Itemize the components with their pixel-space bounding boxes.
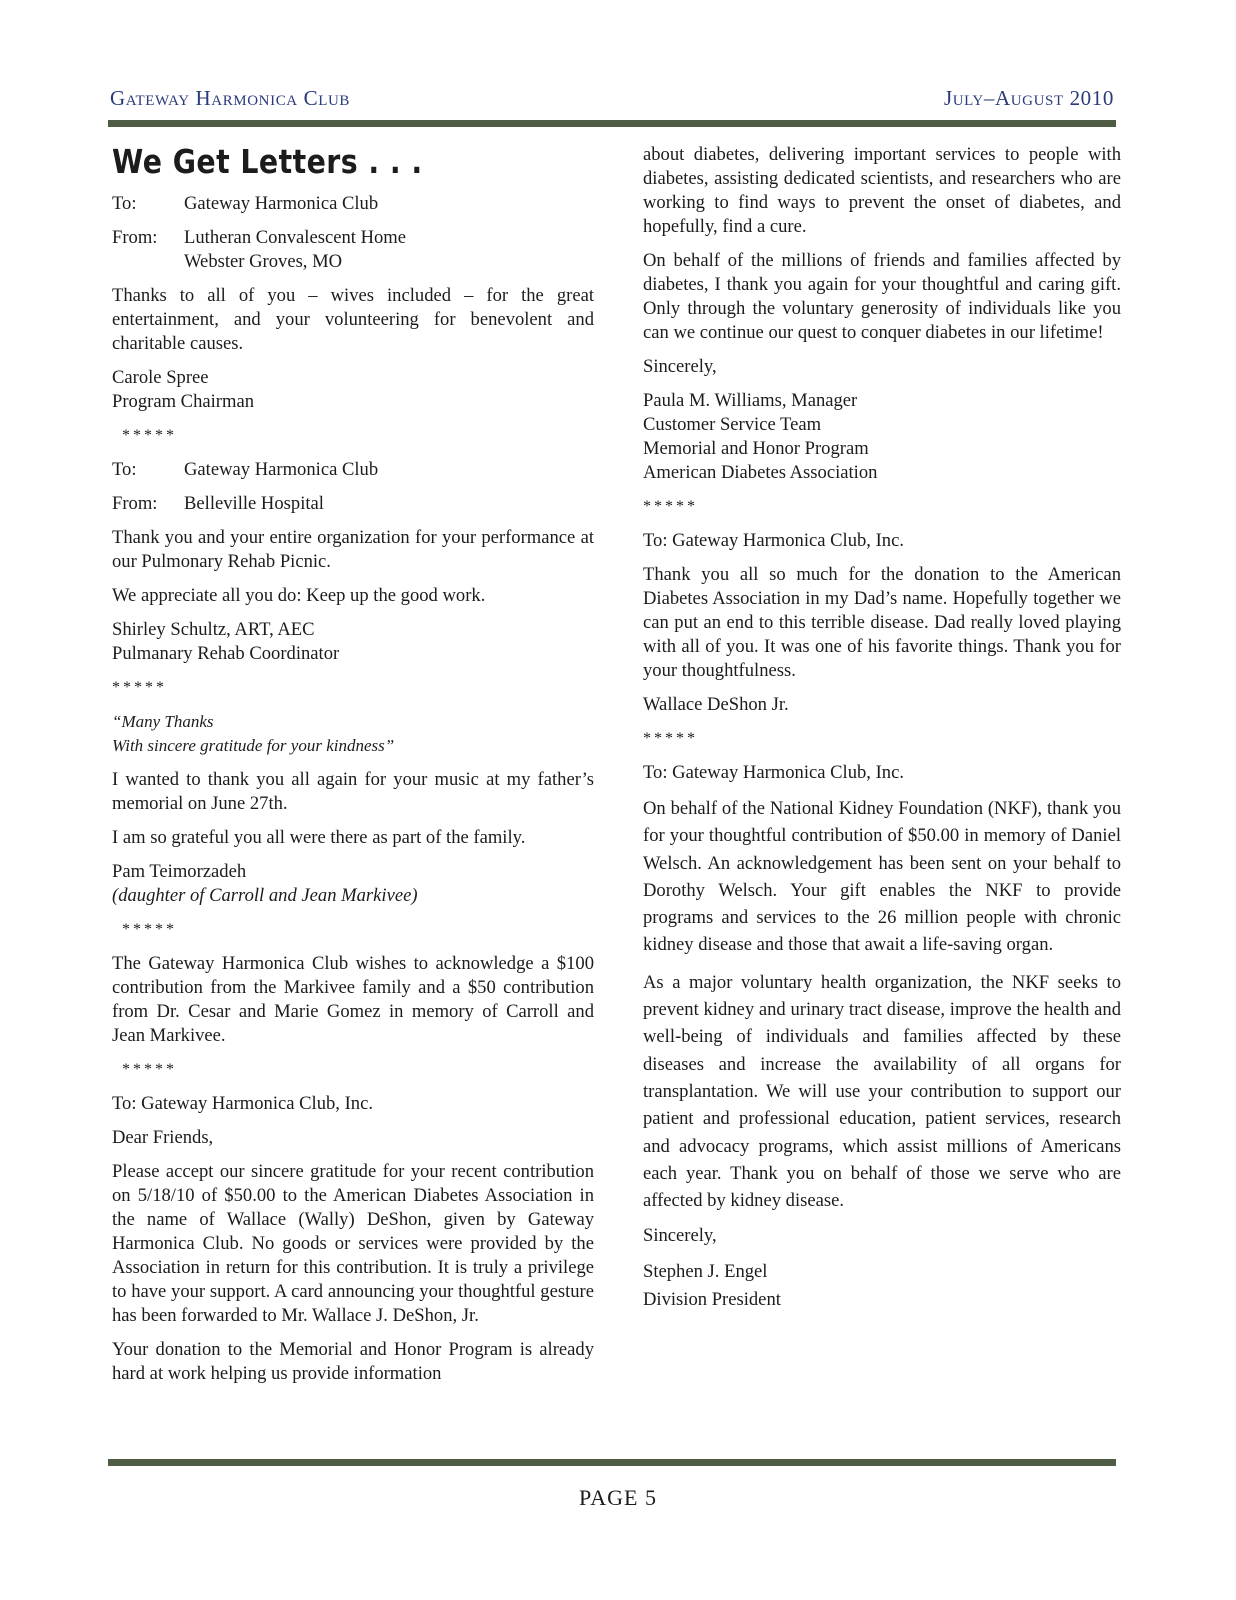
separator: *****	[122, 921, 177, 938]
letter2-to-row	[112, 458, 594, 482]
page-header	[110, 86, 1114, 120]
separator: *****	[122, 1061, 177, 1078]
letter5-body: Thank you all so much for the donation to the American Diabetes Association in my Dad’s name. Hopefully together we can put an end to this terrible disease. Dad really loved playing with all of you. It was one of his favorite things. Thank you for your thoughtfulness.	[643, 564, 1121, 681]
letter4-body-2-continued: about diabetes, delivering important services to people with diabetes, assisting dedicated scientists, and researchers who are working to find ways to prevent the onset of diabetes, and hopefully, find a cure.	[643, 144, 1121, 237]
right-column	[643, 143, 1121, 1324]
to-value: Gateway Harmonica Club	[184, 193, 379, 214]
letter6-body-2: As a major voluntary health organization, the NKF seeks to prevent kidney and urinary tract disease, improve the health and well-being of individuals and families affected by these diseases and increase the availability of all organs for transplantation. We will use your contribution to support our patient and professional education, patient services, research and advocacy programs, which assist millions of Americans each year. Thank you on behalf of those we serve who are affected by kidney disease.	[643, 971, 1121, 1212]
letter3-body-2: I am so grateful you all were there as part of the family.	[112, 827, 526, 848]
quote-line-1: “Many Thanks	[112, 712, 214, 731]
page-number: PAGE 5	[579, 1485, 657, 1510]
acknowledgement-text: The Gateway Harmonica Club wishes to acknowledge a $100 contribution from the Markivee family and a $50 contribution from Dr. Cesar and Marie Gomez in memory of Carroll and Jean Markivee.	[112, 953, 594, 1046]
letter4-body-3: On behalf of the millions of friends and families affected by diabetes, I thank you again for your thoughtful and caring gift. Only through the voluntary generosity of individuals like you can we continue our quest to conquer diabetes in our lifetime!	[643, 250, 1121, 343]
from-label: From:	[112, 227, 158, 248]
letter4-to: To: Gateway Harmonica Club, Inc.	[112, 1093, 373, 1114]
signature-name: Stephen J. Engel	[643, 1261, 768, 1283]
letter5-to: To: Gateway Harmonica Club, Inc.	[643, 530, 904, 551]
letter4-body-2-start: Your donation to the Memorial and Honor Program is already hard at work helping us provide information	[112, 1339, 594, 1384]
footer-rule	[108, 1459, 1116, 1466]
to-label: To:	[112, 193, 137, 214]
separator: *****	[643, 730, 698, 747]
letter6-body-1: On behalf of the National Kidney Foundation (NKF), thank you for your thoughtful contribution of $50.00 in memory of Daniel Welsch. An acknowledgement has been sent on your behalf to Dorothy Welsch. Your gift enables the NKF to provide programs and services to the 26 million people with chronic kidney disease and those that await a life-saving organ.	[643, 798, 1121, 956]
newsletter-name: Gateway Harmonica Club	[110, 86, 350, 110]
issue-date: July–August 2010	[943, 86, 1114, 110]
separator: *****	[643, 498, 698, 515]
letter2-body-2: We appreciate all you do: Keep up the good work.	[112, 585, 486, 606]
signature-name: Pam Teimorzadeh	[112, 861, 247, 882]
letter5-signature: Wallace DeShon Jr.	[643, 694, 789, 715]
signature-name: Shirley Schultz, ART, AEC	[112, 619, 315, 640]
signature-line-3: Memorial and Honor Program	[643, 438, 869, 459]
letter2-body-1: Thank you and your entire organization for your performance at our Pulmonary Rehab Picnic.	[112, 527, 594, 572]
from-value: Belleville Hospital	[184, 493, 324, 514]
from-label: From:	[112, 493, 158, 514]
signature-title: Program Chairman	[112, 391, 255, 412]
left-column	[112, 140, 594, 1396]
to-value: Gateway Harmonica Club	[184, 459, 379, 480]
from-value	[184, 226, 594, 274]
letter4-greeting: Dear Friends,	[112, 1127, 214, 1148]
letter6-to: To: Gateway Harmonica Club, Inc.	[643, 762, 904, 783]
letter4-signature	[643, 389, 1121, 485]
letter1-signature	[112, 366, 594, 414]
signature-line-4: American Diabetes Association	[643, 462, 878, 483]
letter1-from-row	[112, 226, 594, 274]
signature-note: (daughter of Carroll and Jean Markivee)	[112, 885, 418, 906]
separator: *****	[122, 427, 177, 444]
letter3-signature	[112, 860, 594, 908]
article-title: We Get Letters . . .	[112, 142, 423, 181]
letter3-body-1: I wanted to thank you all again for your music at my father’s memorial on June 27th.	[112, 769, 594, 814]
letter2-from-row	[112, 492, 594, 516]
from-line-2: Webster Groves, MO	[184, 251, 343, 272]
letter2-signature	[112, 618, 594, 666]
header-rule	[108, 120, 1116, 127]
signature-title: Pulmanary Rehab Coordinator	[112, 643, 340, 664]
to-label: To:	[112, 459, 137, 480]
letter4-body-1: Please accept our sincere gratitude for your recent contribution on 5/18/10 of $50.00 to the American Diabetes Association in the name of Wallace (Wally) DeShon, given by Gateway Harmonica Club. No goods or services were provided by the Association in return for this contribution. It is truly a privilege to have your support. A card announcing your thoughtful gesture has been forwarded to Mr. Wallace J. DeShon, Jr.	[112, 1161, 594, 1326]
signature-line-1: Paula M. Williams, Manager	[643, 390, 858, 411]
separator: *****	[112, 679, 167, 696]
letter1-body: Thanks to all of you – wives included – for the great entertainment, and your volunteering for benevolent and charitable causes.	[112, 285, 594, 354]
signature-name: Carole Spree	[112, 367, 209, 388]
letter6-signature	[643, 1258, 1121, 1314]
letter6-closing: Sincerely,	[643, 1225, 717, 1247]
from-line-1: Lutheran Convalescent Home	[184, 227, 407, 248]
letter4-closing: Sincerely,	[643, 356, 717, 377]
signature-title: Division President	[643, 1289, 781, 1311]
letter3-quote	[112, 710, 594, 758]
signature-line-2: Customer Service Team	[643, 414, 822, 435]
letter1-to-row	[112, 192, 594, 216]
quote-line-2: With sincere gratitude for your kindness”	[112, 736, 395, 755]
